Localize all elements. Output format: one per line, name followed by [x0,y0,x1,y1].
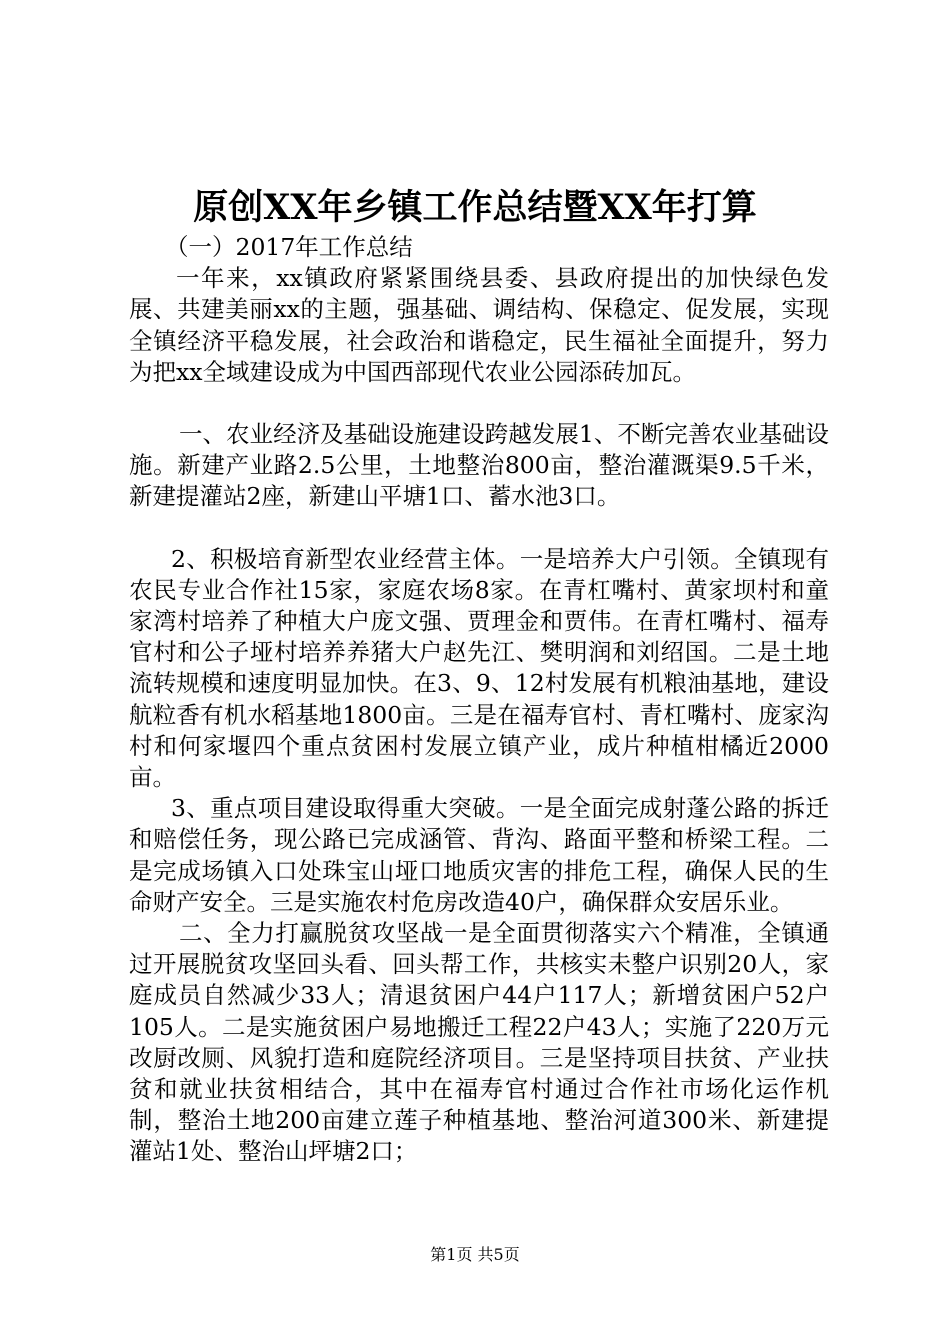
section-subheading: （一）2017年工作总结 [165,233,413,261]
paragraph-agriculture-infrastructure: 一、农业经济及基础设施建设跨越发展1、不断完善农业基础设施。新建产业路2.5公里，土地整治800亩，整治灌溉渠9.5千米，新建提灌站2座，新建山平塘1口、蓄水池3口。 [129,420,829,511]
document-title: 原创XX年乡镇工作总结暨XX年打算 [193,187,757,228]
document-body [129,232,829,1168]
paragraph-intro: 一年来，xx镇政府紧紧围绕县委、县政府提出的加快绿色发展、共建美丽xx的主题，强基础、调结构、保稳定、促发展，实现全镇经济平稳发展，社会政治和谐稳定，民生福祉全面提升，努力为把xx全域建设成为中国西部现代农业公园添砖加瓦。 [129,264,829,386]
paragraph-poverty-alleviation: 二、全力打赢脱贫攻坚战一是全面贯彻落实六个精准，全镇通过开展脱贫攻坚回头看、回头帮工作，共核实未整户识别20人，家庭成员自然减少33人；清退贫困户44户117人；新增贫困户52户105人。二是实施贫困户易地搬迁工程22户43人；实施了220万元改厨改厕、风貌打造和庭院经济项目。三是坚持项目扶贫、产业扶贫和就业扶贫相结合，其中在福寿官村通过合作社市场化运作机制，整治土地200亩建立莲子种植基地、整治河道300米、新建提灌站1处、整治山坪塘2口； [129,919,829,1166]
page-number-footer: 第1页 共5页 [430,1245,520,1264]
paragraph-new-agricultural-entities: 2、积极培育新型农业经营主体。一是培养大户引领。全镇现有农民专业合作社15家，家庭农场8家。在青杠嘴村、黄家坝村和童家湾村培养了种植大户庞文强、贾理金和贾伟。在青杠嘴村、福寿官村和公子垭村培养养猪大户赵先江、樊明润和刘绍国。二是土地流转规模和速度明显加快。在3、9、12村发展有机粮油基地，建设航粒香有机水稻基地1800亩。三是在福寿官村、青杠嘴村、庞家沟村和何家堰四个重点贫困村发展立镇产业，成片种植柑橘近2000亩。 [129,544,829,792]
paragraph-key-projects: 3、重点项目建设取得重大突破。一是全面完成射蓬公路的拆迁和赔偿任务，现公路已完成涵管、背沟、路面平整和桥梁工程。二是完成场镇入口处珠宝山垭口地质灾害的排危工程，确保人民的生命财产安全。三是实施农村危房改造40户，确保群众安居乐业。 [129,794,829,916]
